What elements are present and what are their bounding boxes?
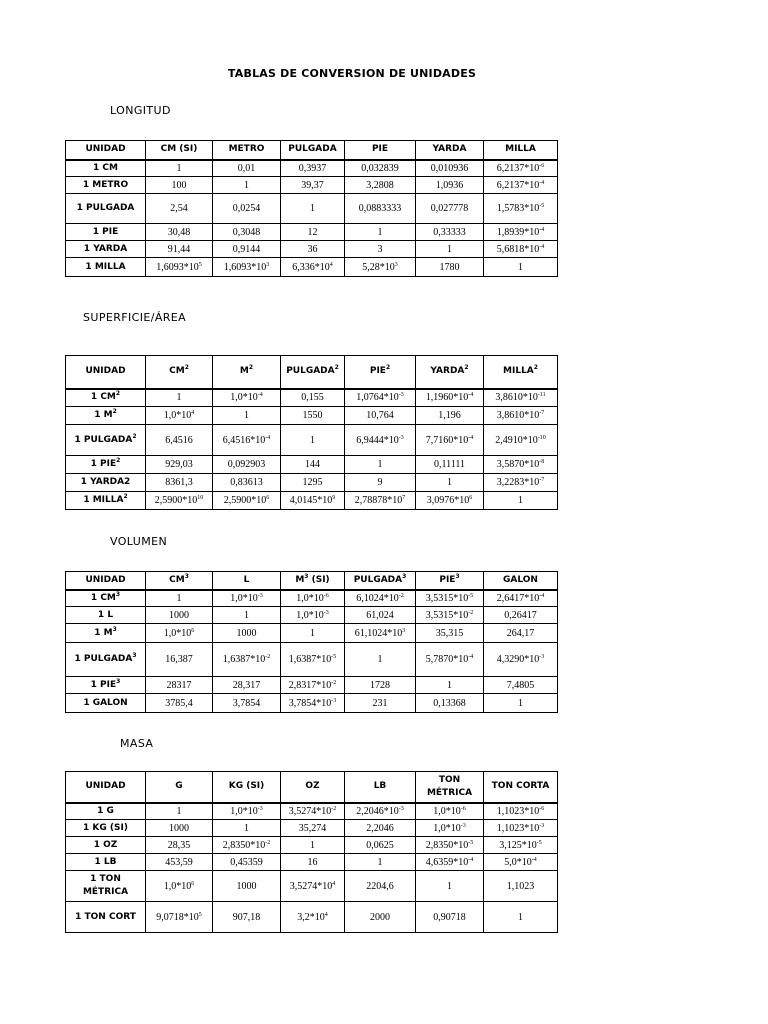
table-cell: 3,7854 [213,694,281,713]
row-header: 1 YARDA2 [66,474,146,492]
table-cell: 0,092903 [213,456,281,474]
table-cell: $1,0*10^6$ [146,624,213,643]
table-row [66,160,558,177]
section-title-volumen: VOLUMEN [110,535,168,548]
table-row [66,407,558,425]
table-cell: 1,196 [416,407,484,425]
row-header: 1 TON CORT [66,902,146,933]
table-cell: 1000 [213,624,281,643]
table-cell: $1,6093*10^5$ [146,258,213,277]
column-header: TON MÉTRICA [416,772,484,803]
table-row [66,837,558,854]
row-header: 1 $CM^3$ [66,590,146,607]
table-cell: $2,8350*10^{-2}$ [213,837,281,854]
table-cell: 91,44 [146,241,213,258]
table-cell: 1780 [416,258,484,277]
page-title: TABLAS DE CONVERSION DE UNIDADES [227,67,477,80]
table-cell: $1,5783*10^{-5}$ [484,194,558,224]
table-row [66,492,558,510]
table-cell: $1,0*10^{-6}$ [416,803,484,820]
table-row [66,241,558,258]
table-cell: 1 [345,456,416,474]
table-cell: $1,6387*10^{-2}$ [213,643,281,677]
table-cell: 10,764 [345,407,416,425]
table-cell: 28317 [146,677,213,694]
table-cell: 1 [146,803,213,820]
table-cell: $1,8939*10^{-4}$ [484,224,558,241]
table-cell: $5,28*10^3$ [345,258,416,277]
column-header: UNIDAD [66,772,146,803]
table-cell: 1 [416,241,484,258]
row-header: 1 PULGADA$^3$ [66,643,146,677]
table-row [66,590,558,607]
column-header: PIE [345,141,416,160]
table-cell: $6,336*10^4$ [281,258,345,277]
table-cell: $2,8317*10^{-2}$ [281,677,345,694]
table-cell: 7,4805 [484,677,558,694]
table-cell: 0,13368 [416,694,484,713]
column-header: KG (SI) [213,772,281,803]
column-header: YARDA [416,141,484,160]
table-cell: 1 [146,590,213,607]
row-header: 1 PULGADA [66,194,146,224]
volumen-table [65,571,558,713]
table-cell: $1,1023*10^{-6}$ [484,803,558,820]
table-cell: $2,6417*10^{-4}$ [484,590,558,607]
column-header: CM (SI) [146,141,213,160]
table-header-row [66,572,558,590]
table-cell: 6,4516 [146,425,213,456]
table-cell: 1 [345,643,416,677]
column-header: $CM^3$ [146,572,213,590]
table-cell: 8361,3 [146,474,213,492]
row-header: 1 MILLA$^2$ [66,492,146,510]
table-cell: $3,0976*10^6$ [416,492,484,510]
column-header: YARDA$^2$ [416,356,484,389]
column-header: PULGADA [281,141,345,160]
table-cell: 1 [345,854,416,871]
column-header: PIE$^2$ [345,356,416,389]
table-cell: 1 [484,902,558,933]
table-cell: $3,2*10^4$ [281,902,345,933]
table-row [66,677,558,694]
table-cell: $2,2046*10^{-3}$ [345,803,416,820]
table-cell: 264,17 [484,624,558,643]
table-cell: 1 [345,224,416,241]
table-cell: 1000 [213,871,281,902]
column-header: G [146,772,213,803]
table-cell: 1 [213,407,281,425]
table-cell: $1,6093*10^3$ [213,258,281,277]
table-row [66,624,558,643]
table-cell: 16 [281,854,345,871]
table-cell: $1,0*10^{-3}$ [416,820,484,837]
column-header: METRO [213,141,281,160]
column-header: UNIDAD [66,141,146,160]
table-cell: 1550 [281,407,345,425]
table-cell: $3,5315*10^{-2}$ [416,607,484,624]
table-cell: $1,0*10^{-3}$ [281,607,345,624]
table-row [66,194,558,224]
longitud-table [65,140,558,277]
column-header: MILLA [484,141,558,160]
row-header: 1 PIE$^2$ [66,456,146,474]
table-cell: 0,9144 [213,241,281,258]
table-cell: $3,5870*10^{-8}$ [484,456,558,474]
table-cell: $3,5315*10^{-5}$ [416,590,484,607]
table-row [66,643,558,677]
table-cell: $3,8610*10^{-7}$ [484,407,558,425]
table-cell: 1 [484,492,558,510]
table-cell: $1,1023*10^{-3}$ [484,820,558,837]
table-cell: $6,9444*10^{-3}$ [345,425,416,456]
table-cell: $1,0*10^4$ [146,407,213,425]
table-row [66,456,558,474]
table-cell: 0,0883333 [345,194,416,224]
table-cell: $1,0*10^{-3}$ [213,590,281,607]
table-row [66,389,558,407]
table-cell: 1 [281,624,345,643]
table-cell: $3,8610*10^{-11}$ [484,389,558,407]
table-cell: 12 [281,224,345,241]
row-header: 1 KG (SI) [66,820,146,837]
table-cell: 3 [345,241,416,258]
table-cell: 0,33333 [416,224,484,241]
table-cell: 0,0625 [345,837,416,854]
row-header: 1 OZ [66,837,146,854]
table-cell: $6,2137*10^{-6}$ [484,160,558,177]
table-cell: $4,6359*10^{-4}$ [416,854,484,871]
table-cell: 0,010936 [416,160,484,177]
table-cell: $1,1960*10^{-4}$ [416,389,484,407]
column-header: TON CORTA [484,772,558,803]
table-cell: $6,1024*10^{-2}$ [345,590,416,607]
table-cell: 1000 [146,607,213,624]
row-header: 1 PIE [66,224,146,241]
table-cell: $1,6387*10^{-5}$ [281,643,345,677]
section-title-masa: MASA [120,737,154,750]
table-cell: $2,4910*10^{-10}$ [484,425,558,456]
table-row [66,224,558,241]
table-cell: 3,2808 [345,177,416,194]
table-cell: 1 [281,425,345,456]
table-cell: 1728 [345,677,416,694]
table-cell: $3,5274*10^{-2}$ [281,803,345,820]
column-header: LB [345,772,416,803]
table-cell: $4,3290*10^{-3}$ [484,643,558,677]
table-cell: $3,2283*10^{-7}$ [484,474,558,492]
row-header: 1 L [66,607,146,624]
table-cell: 0,155 [281,389,345,407]
table-cell: 0,032839 [345,160,416,177]
table-cell: 9 [345,474,416,492]
table-cell: 1 [416,677,484,694]
table-cell: 1,1023 [484,871,558,902]
table-cell: 907,18 [213,902,281,933]
table-cell: 1 [416,871,484,902]
table-cell: 0,01 [213,160,281,177]
table-cell: 2,2046 [345,820,416,837]
superficie-table [65,355,558,510]
table-row [66,820,558,837]
table-cell: 0,3937 [281,160,345,177]
table-cell: $1,0*10^6$ [146,871,213,902]
table-cell: 1 [416,474,484,492]
table-cell: 1000 [146,820,213,837]
row-header: 1 PULGADA$^2$ [66,425,146,456]
table-cell: $3,7854*10^{-3}$ [281,694,345,713]
column-header: UNIDAD [66,356,146,389]
table-cell: 453,59 [146,854,213,871]
column-header: GALON [484,572,558,590]
table-cell: 1 [484,694,558,713]
table-cell: 1 [213,607,281,624]
table-cell: 28,35 [146,837,213,854]
table-row [66,694,558,713]
row-header: 1 PIE$^3$ [66,677,146,694]
row-header: 1 $M^2$ [66,407,146,425]
column-header: $M^3$ (SI) [281,572,345,590]
table-row [66,474,558,492]
column-header: MILLA$^2$ [484,356,558,389]
table-cell: 231 [345,694,416,713]
table-cell: 2,54 [146,194,213,224]
table-cell: 1 [213,820,281,837]
table-cell: 144 [281,456,345,474]
table-cell: 35,274 [281,820,345,837]
table-row [66,177,558,194]
table-cell: $1,0*10^{-4}$ [213,389,281,407]
row-header: 1 YARDA [66,241,146,258]
table-cell: 1 [213,177,281,194]
table-cell: $5,0*10^{-4}$ [484,854,558,871]
table-cell: $61,1024*10^3$ [345,624,416,643]
table-cell: $2,78878*10^7$ [345,492,416,510]
table-cell: 3785,4 [146,694,213,713]
table-cell: 2204,6 [345,871,416,902]
row-header: 1 $CM^2$ [66,389,146,407]
table-cell: 0,83613 [213,474,281,492]
column-header: $M^2$ [213,356,281,389]
table-header-row [66,356,558,389]
column-header: $CM^2$ [146,356,213,389]
column-header: L [213,572,281,590]
table-cell: 16,387 [146,643,213,677]
table-cell: 0,0254 [213,194,281,224]
table-cell: 28,317 [213,677,281,694]
table-cell: $2,5900*10^6$ [213,492,281,510]
table-cell: 36 [281,241,345,258]
table-header-row [66,141,558,160]
column-header: PIE$^3$ [416,572,484,590]
row-header: 1 GALON [66,694,146,713]
table-cell: $6,4516*10^{-4}$ [213,425,281,456]
table-cell: $1,0*10^{-3}$ [213,803,281,820]
row-header: 1 MILLA [66,258,146,277]
table-cell: 39,37 [281,177,345,194]
table-cell: $7,7160*10^{-4}$ [416,425,484,456]
table-cell: 1 [281,837,345,854]
table-cell: 0,45359 [213,854,281,871]
table-cell: 1 [484,258,558,277]
table-cell: 0,3048 [213,224,281,241]
table-cell: 2000 [345,902,416,933]
table-cell: $5,7870*10^{-4}$ [416,643,484,677]
table-cell: $2,8350*10^{-5}$ [416,837,484,854]
table-cell: 1 [146,389,213,407]
table-row [66,258,558,277]
table-cell: $1,0764*10^{-3}$ [345,389,416,407]
table-cell: $6,2137*10^{-4}$ [484,177,558,194]
column-header: PULGADA$^3$ [345,572,416,590]
table-cell: $3,5274*10^4$ [281,871,345,902]
table-cell: 0,027778 [416,194,484,224]
table-cell: 0,90718 [416,902,484,933]
table-cell: 1 [281,194,345,224]
row-header: 1 $M^3$ [66,624,146,643]
table-cell: $4,0145*10^9$ [281,492,345,510]
table-cell: 0,26417 [484,607,558,624]
masa-table [65,771,558,933]
row-header: 1 LB [66,854,146,871]
table-cell: 35,315 [416,624,484,643]
column-header: OZ [281,772,345,803]
column-header: UNIDAD [66,572,146,590]
table-row [66,871,558,902]
table-cell: $1,0*10^{-6}$ [281,590,345,607]
table-cell: $3,125*10^{-5}$ [484,837,558,854]
table-cell: 1 [146,160,213,177]
table-row [66,425,558,456]
table-cell: 30,48 [146,224,213,241]
table-cell: 0,11111 [416,456,484,474]
table-row [66,607,558,624]
column-header: PULGADA$^2$ [281,356,345,389]
table-row [66,902,558,933]
row-header: 1 TON MÉTRICA [66,871,146,902]
table-cell: 929,03 [146,456,213,474]
table-cell: $5,6818*10^{-4}$ [484,241,558,258]
table-cell: 1295 [281,474,345,492]
table-header-row [66,772,558,803]
row-header: 1 CM [66,160,146,177]
table-row [66,803,558,820]
row-header: 1 G [66,803,146,820]
table-cell: $9,0718*10^5$ [146,902,213,933]
table-cell: 1,0936 [416,177,484,194]
table-cell: 61,024 [345,607,416,624]
section-title-longitud: LONGITUD [110,104,171,117]
table-cell: $2,5900*10^{10}$ [146,492,213,510]
section-title-superficie: SUPERFICIE/ÁREA [83,311,187,324]
table-cell: 100 [146,177,213,194]
table-row [66,854,558,871]
row-header: 1 METRO [66,177,146,194]
